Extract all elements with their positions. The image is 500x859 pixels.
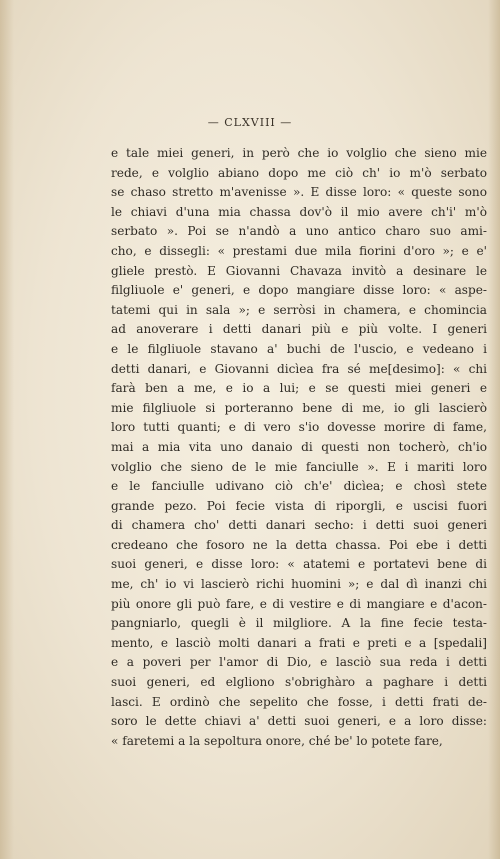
text-line: più onore gli può fare, e di vestire e di mangiare e d'acon- <box>111 596 487 611</box>
text-line: pangniarlo, quegli è il milgliore. A la fine fecie testa- <box>111 616 487 631</box>
text-line: cho, e dissegli: « prestami due mila fiorini d'oro »; e e' <box>111 243 487 258</box>
text-line: tatemi qui in sala »; e serròsi in chamera, e chomincia <box>111 302 487 317</box>
text-line: se chaso stretto m'avenisse ». E disse loro: « queste sono <box>111 185 487 200</box>
text-line: filgliuole e' generi, e dopo mangiare disse loro: « aspe- <box>111 283 487 298</box>
text-line: e a poveri per l'amor di Dio, e lasciò sua reda i detti <box>111 655 487 670</box>
text-line: le chiavi d'una mia chassa dov'ò il mio avere ch'i' m'ò <box>111 204 487 219</box>
text-line: volglio che sieno de le mie fanciulle ». E i mariti loro <box>111 459 487 474</box>
text-line: gliele prestò. E Giovanni Chavaza invitò a desinare le <box>111 263 487 278</box>
page-number-header: — CLXVIII — <box>207 116 293 129</box>
text-line: me, ch' io vi lascierò richi huomini »; e dal dì inanzi chi <box>111 577 487 592</box>
text-line: di chamera cho' detti danari secho: i detti suoi generi <box>111 518 487 533</box>
text-line: mie filgliuole si porteranno bene di me, io gli lascierò <box>111 400 487 415</box>
text-line: loro tutti quanti; e di vero s'io dovesse morire di fame, <box>111 420 487 435</box>
text-line: suoi generi, e disse loro: « atatemi e portatevi bene di <box>111 557 487 572</box>
text-line: serbato ». Poi se n'andò a uno antico charo suo ami- <box>111 224 487 239</box>
text-line: lasci. E ordinò che sepelito che fosse, i detti frati de- <box>111 694 487 709</box>
text-line: soro le dette chiavi a' detti suoi generi, e a loro disse: <box>111 714 487 729</box>
text-line: suoi generi, ed elgliono s'obrighàro a paghare i detti <box>111 675 487 690</box>
text-line: e tale miei generi, in però che io volglio che sieno mie <box>111 146 487 160</box>
text-line: « faretemi a la sepoltura onore, ché be' lo potete fare, <box>111 733 443 748</box>
text-line: credeano che fosoro ne la detta chassa. Poi ebe i detti <box>111 537 487 552</box>
body-text <box>111 144 487 751</box>
text-line: e le filgliuole stavano a' buchi de l'uscio, e vedeano i <box>111 341 487 356</box>
text-line: detti danari, e Giovanni dicìea fra sé me[desimo]: « chi <box>111 361 487 376</box>
text-line: grande pezo. Poi fecie vista di riporgli, e uscisi fuori <box>111 498 487 513</box>
text-line: mai a mia vita uno danaio di questi non tocherò, ch'io <box>111 439 487 454</box>
text-line: farà ben a me, e io a lui; e se questi miei generi e <box>111 381 487 396</box>
text-line: mento, e lasciò molti danari a frati e preti e a [spedali] <box>111 635 487 650</box>
text-line: ad anoverare i detti danari più e più volte. I generi <box>111 322 487 337</box>
text-line: rede, e volglio abiano dopo me ciò ch' io m'ò serbato <box>111 165 487 180</box>
text-line: e le fanciulle udivano ciò ch'e' dicìea; e chosì stete <box>111 479 487 494</box>
